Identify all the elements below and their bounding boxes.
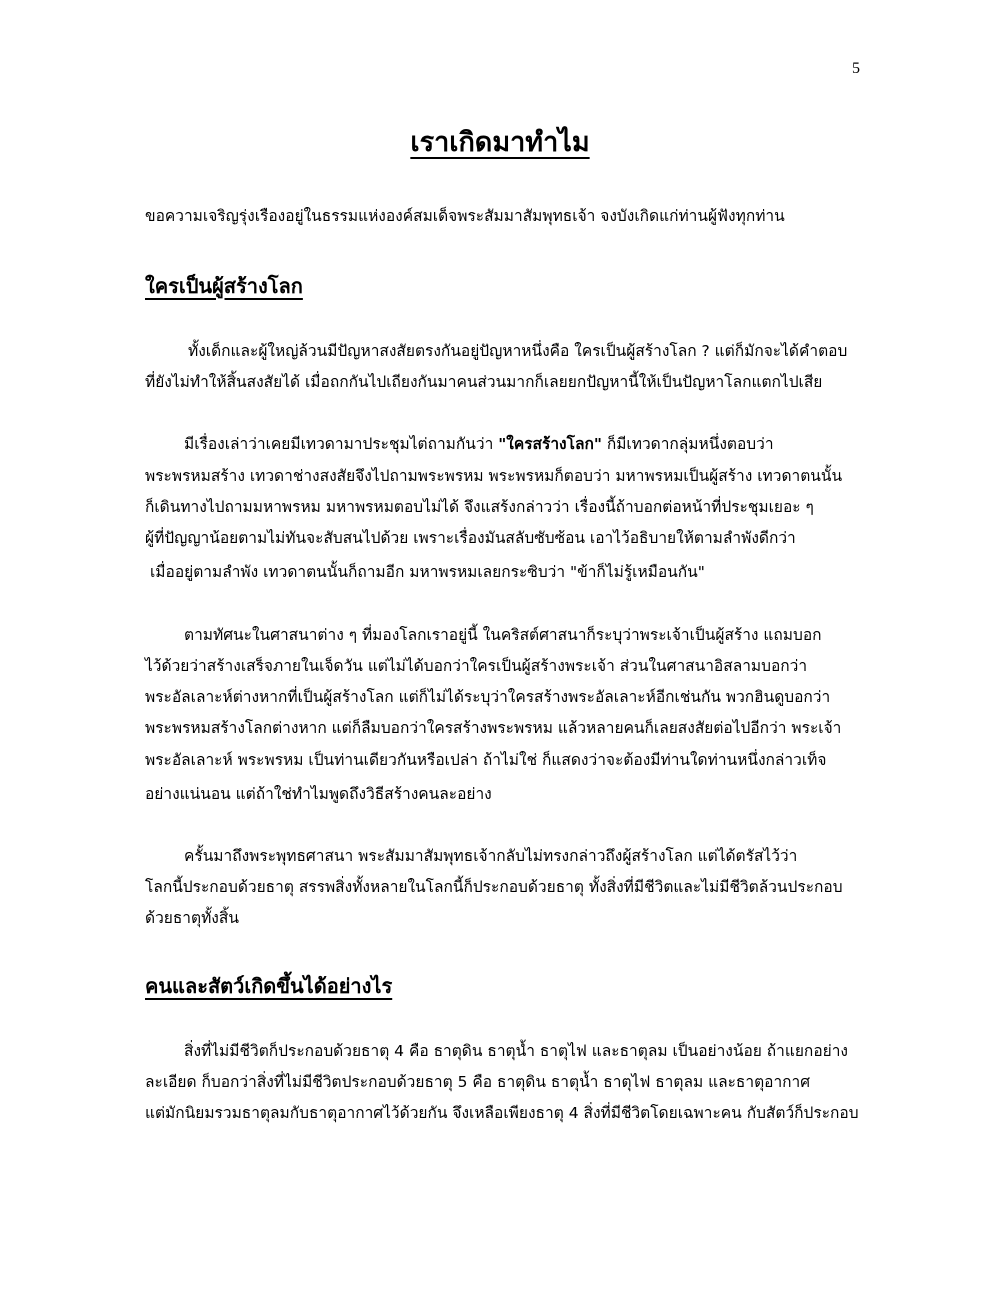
section-heading-how-beings-arise: คนและสัตว์เกิดขึ้นได้อย่างไร bbox=[145, 974, 393, 998]
paragraph-line: ที่ยังไม่ทำให้สิ้นสงสัยได้ เมื่อถกกันไปเถียงกันมาคนส่วนมากก็เลยยกปัญหานี้ให้เป็นปัญหาโลกแตกไปเสีย bbox=[145, 373, 823, 391]
paragraph-line: สิ่งที่ไม่มีชีวิตก็ประกอบด้วยธาตุ 4 คือ ธาตุดิน ธาตุน้ำ ธาตุไฟ และธาตุลม เป็นอย่างน้อย ถ้าแยกอย่าง bbox=[184, 1042, 848, 1060]
text-run: ก็มีเทวดากลุ่มหนึ่งตอบว่า bbox=[601, 435, 774, 453]
paragraph-line: โลกนี้ประกอบด้วยธาตุ สรรพสิ่งทั้งหลายในโลกนี้ก็ประกอบด้วยธาตุ ทั้งสิ่งที่มีชีวิตและไม่มีชีวิตล้วนประกอบ bbox=[145, 878, 843, 896]
paragraph-line: ตามทัศนะในศาสนาต่าง ๆ ที่มองโลกเราอยู่นี้ ในคริสต์ศาสนาก็ระบุว่าพระเจ้าเป็นผู้สร้าง แถมบอก bbox=[184, 626, 822, 644]
section-heading-who-created-world: ใครเป็นผู้สร้างโลก bbox=[145, 274, 303, 298]
emphasized-quote: "ใครสร้างโลก" bbox=[498, 435, 602, 453]
paragraph-line: ด้วยธาตุทั้งสิ้น bbox=[145, 909, 239, 927]
paragraph-line: ทั้งเด็กและผู้ใหญ่ล้วนมีปัญหาสงสัยตรงกันอยู่ปัญหาหนึ่งคือ ใครเป็นผู้สร้างโลก ? แต่ก็มักจะได้คำตอบ bbox=[188, 342, 848, 360]
opening-blessing: ขอความเจริญรุ่งเรืองอยู่ในธรรมแห่งองค์สมเด็จพระสัมมาสัมพุทธเจ้า จงบังเกิดแก่ท่านผู้ฟังทุกท่าน bbox=[145, 207, 785, 225]
paragraph-line: พระพรหมสร้างโลกต่างหาก แต่ก็ลืมบอกว่าใครสร้างพระพรหม แล้วหลายคนก็เลยสงสัยต่อไปอีกว่า พระเจ้า bbox=[145, 719, 842, 737]
paragraph-line: พระอัลเลาะห์ต่างหากที่เป็นผู้สร้างโลก แต่ก็ไม่ได้ระบุว่าใครสร้างพระอัลเลาะห์อีกเช่นกัน พวกฮินดูบอกว่า bbox=[145, 688, 831, 706]
paragraph-line: ก็เดินทางไปถามมหาพรหม มหาพรหมตอบไม่ได้ จึงแสร้งกล่าวว่า เรื่องนี้ถ้าบอกต่อหน้าที่ประชุมเยอะ ๆ bbox=[145, 498, 814, 516]
paragraph-line: พระพรหมสร้าง เทวดาช่างสงสัยจึงไปถามพระพรหม พระพรหมก็ตอบว่า มหาพรหมเป็นผู้สร้าง เทวดาตนนั้น bbox=[145, 467, 843, 485]
page-number: 5 bbox=[852, 60, 860, 77]
page-title: เราเกิดมาทำไม bbox=[410, 127, 590, 158]
paragraph-line: ไว้ด้วยว่าสร้างเสร็จภายในเจ็ดวัน แต่ไม่ได้บอกว่าใครเป็นผู้สร้างพระเจ้า ส่วนในศาสนาอิสลามบอกว่า bbox=[145, 657, 808, 675]
paragraph-line: ละเอียด ก็บอกว่าสิ่งที่ไม่มีชีวิตประกอบด้วยธาตุ 5 คือ ธาตุดิน ธาตุน้ำ ธาตุไฟ ธาตุลม และธาตุอากาศ bbox=[145, 1073, 811, 1091]
paragraph-line: อย่างแน่นอน แต่ถ้าใช่ทำไมพูดถึงวิธีสร้างคนละอย่าง bbox=[145, 785, 492, 803]
paragraph-line: เมื่ออยู่ตามลำพัง เทวดาตนนั้นก็ถามอีก มหาพรหมเลยกระซิบว่า "ข้าก็ไม่รู้เหมือนกัน" bbox=[150, 563, 705, 581]
paragraph-line: แต่มักนิยมรวมธาตุลมกับธาตุอากาศไว้ด้วยกัน จึงเหลือเพียงธาตุ 4 สิ่งที่มีชีวิตโดยเฉพาะคน กับสัตว์ก็ประกอบ bbox=[145, 1104, 859, 1122]
paragraph-line: พระอัลเลาะห์ พระพรหม เป็นท่านเดียวกันหรือเปล่า ถ้าไม่ใช่ ก็แสดงว่าจะต้องมีท่านใดท่านหนึ่งกล่าวเท็จ bbox=[145, 751, 827, 769]
paragraph-line bbox=[184, 433, 774, 455]
paragraph-line: ผู้ที่ปัญญาน้อยตามไม่ทันจะสับสนไปด้วย เพราะเรื่องมันสลับซับซ้อน เอาไว้อธิบายให้ตามลำพังดีกว่า bbox=[145, 529, 796, 547]
text-run: มีเรื่องเล่าว่าเคยมีเทวดามาประชุมไต่ถามกันว่า bbox=[184, 435, 499, 453]
paragraph-line: ครั้นมาถึงพระพุทธศาสนา พระสัมมาสัมพุทธเจ้ากลับไม่ทรงกล่าวถึงผู้สร้างโลก แต่ได้ตรัสไว้ว่า bbox=[184, 847, 798, 865]
